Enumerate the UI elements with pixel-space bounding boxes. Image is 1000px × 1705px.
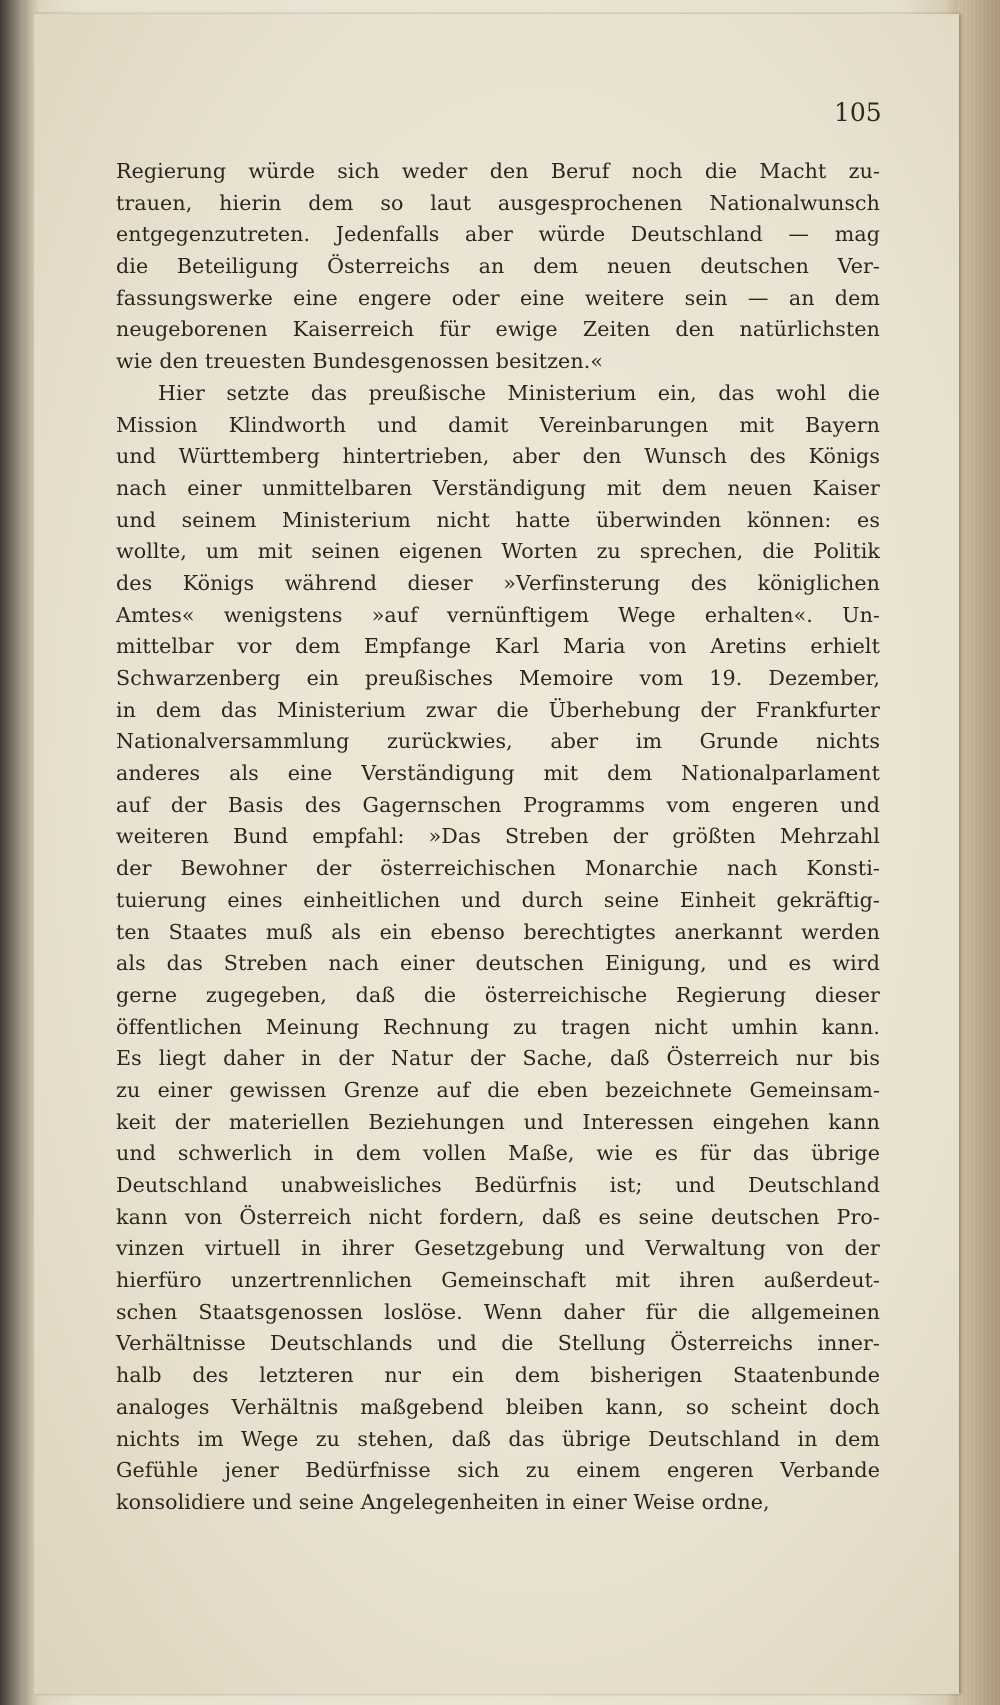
- text-line: Regierung würde sich weder den Beruf noch die Macht zu-: [116, 159, 880, 183]
- text-line: entgegenzutreten. Jedenfalls aber würde Deutschland — mag: [116, 222, 880, 247]
- text-line: und seinem Ministerium nicht hatte überwinden können: es: [116, 507, 880, 532]
- body-text: [116, 156, 880, 1519]
- text-line: die Beteiligung Österreichs an dem neuen deutschen Ver-: [116, 254, 880, 279]
- text-line: weiteren Bund empfahl: »Das Streben der größten Mehrzahl: [116, 824, 880, 849]
- page-number: 105: [834, 98, 882, 127]
- text-line: Mission Klindworth und damit Vereinbarungen mit Bayern: [116, 412, 880, 437]
- text-line: Deutschland unabweisliches Bedürfnis ist; und Deutschland: [116, 1173, 880, 1197]
- text-line: und schwerlich in dem vollen Maße, wie es für das übrige: [116, 1141, 880, 1166]
- text-line: zu einer gewissen Grenze auf die eben bezeichnete Gemeinsam-: [116, 1077, 880, 1102]
- text-line: konsolidiere und seine Angelegenheiten in einer Weise ordne,: [116, 1489, 770, 1514]
- text-line: als das Streben nach einer deutschen Einigung, und es wird: [116, 951, 880, 976]
- text-line: kann von Österreich nicht fordern, daß es seine deutschen Pro-: [116, 1204, 880, 1229]
- text-line: Es liegt daher in der Natur der Sache, daß Österreich nur bis: [116, 1046, 880, 1071]
- text-line: der Bewohner der österreichischen Monarchie nach Konsti-: [116, 856, 880, 881]
- text-line: tuierung eines einheitlichen und durch seine Einheit gekräftig-: [116, 887, 880, 912]
- text-line: in dem das Ministerium zwar die Überhebung der Frankfurter: [116, 697, 880, 722]
- text-line: des Königs während dieser »Verfinsterung des königlichen: [116, 570, 880, 595]
- text-line: nach einer unmittelbaren Verständigung mit dem neuen Kaiser: [116, 475, 880, 500]
- text-line: neugeborenen Kaiserreich für ewige Zeiten den natürlichsten: [116, 317, 880, 342]
- text-line: Gefühle jener Bedürfnisse sich zu einem engeren Verbande: [116, 1458, 880, 1483]
- text-line: hierfüro unzertrennlichen Gemeinschaft mit ihren außerdeut-: [116, 1268, 880, 1293]
- text-line: wie den treuesten Bundesgenossen besitzen.«: [116, 349, 604, 374]
- text-line: trauen, hierin dem so laut ausgesprochenen Nationalwunsch: [116, 190, 880, 215]
- text-line: keit der materiellen Beziehungen und Interessen eingehen kann: [116, 1109, 880, 1134]
- text-line: ten Staates muß als ein ebenso berechtigtes anerkannt werden: [116, 919, 880, 944]
- text-line: wollte, um mit seinen eigenen Worten zu sprechen, die Politik: [116, 539, 880, 564]
- book-page: [34, 14, 959, 1694]
- text-line: fassungswerke eine engere oder eine weitere sein — an dem: [116, 285, 880, 310]
- text-line: schen Staatsgenossen loslöse. Wenn daher für die allgemeinen: [116, 1299, 880, 1324]
- text-line: Schwarzenberg ein preußisches Memoire vom 19. Dezember,: [116, 666, 880, 690]
- text-line: und Württemberg hintertrieben, aber den Wunsch des Königs: [116, 444, 880, 469]
- left-binding-shadow: [0, 0, 30, 1705]
- text-line: halb des letzteren nur ein dem bisherigen Staatenbunde: [116, 1363, 880, 1388]
- text-line: Amtes« wenigstens »auf vernünftigem Wege erhalten«. Un-: [116, 602, 880, 627]
- text-line: anderes als eine Verständigung mit dem Nationalparlament: [116, 761, 880, 786]
- text-line: mittelbar vor dem Empfange Karl Maria von Aretins erhielt: [116, 634, 880, 659]
- text-line: öffentlichen Meinung Rechnung zu tragen nicht umhin kann.: [116, 1014, 880, 1039]
- page-edges: [958, 0, 1000, 1705]
- paragraph-start-line: Hier setzte das preußische Ministerium ein, das wohl die: [158, 380, 880, 405]
- text-line: analoges Verhältnis maßgebend bleiben kann, so scheint doch: [116, 1394, 880, 1419]
- text-line: vinzen virtuell in ihrer Gesetzgebung und Verwaltung von der: [116, 1236, 880, 1261]
- text-line: gerne zugegeben, daß die österreichische Regierung dieser: [116, 982, 880, 1007]
- text-line: Nationalversammlung zurückwies, aber im Grunde nichts: [116, 729, 880, 754]
- text-line: auf der Basis des Gagernschen Programms vom engeren und: [116, 792, 880, 817]
- text-line: Verhältnisse Deutschlands und die Stellung Österreichs inner-: [116, 1331, 880, 1356]
- text-line: nichts im Wege zu stehen, daß das übrige Deutschland in dem: [116, 1426, 880, 1451]
